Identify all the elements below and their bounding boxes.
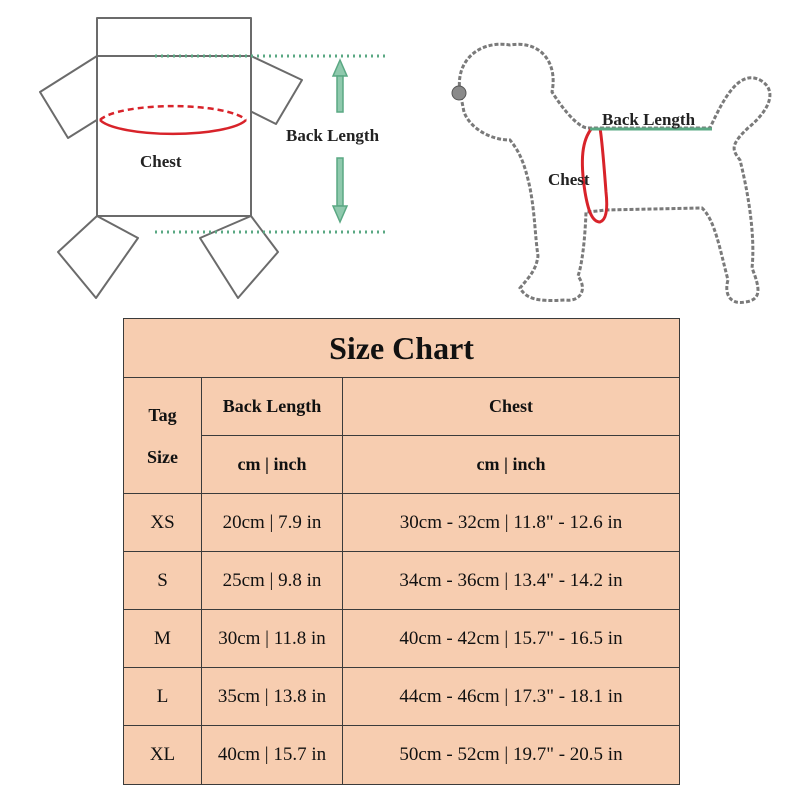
- chest-unit: cm | inch: [343, 436, 680, 494]
- table-row: [124, 726, 680, 785]
- dog-diagram: [440, 0, 790, 310]
- table-title-row: [124, 319, 680, 378]
- tag-size-header-line1: Tag: [148, 404, 177, 425]
- table-row: [124, 552, 680, 610]
- chest-cell: 44cm - 46cm | 17.3" - 18.1 in: [343, 668, 680, 726]
- table-row: [124, 610, 680, 668]
- dog-chest-label: Chest: [548, 170, 590, 189]
- size-cell: M: [124, 610, 202, 668]
- size-cell: XS: [124, 494, 202, 552]
- tag-size-header: [124, 378, 202, 494]
- dog-body: [459, 44, 770, 302]
- chest-header: Chest: [343, 378, 680, 436]
- back-length-cell: 25cm | 9.8 in: [202, 552, 343, 610]
- size-cell: S: [124, 552, 202, 610]
- table-row: [124, 668, 680, 726]
- garment-back-length-label: Back Length: [286, 126, 380, 145]
- size-cell: L: [124, 668, 202, 726]
- dog-nose-icon: [452, 86, 466, 100]
- dog-outline: [440, 0, 790, 310]
- chest-cell: 34cm - 36cm | 13.4" - 14.2 in: [343, 552, 680, 610]
- back-length-header: Back Length: [202, 378, 343, 436]
- dog-back-length-label: Back Length: [602, 110, 696, 129]
- back-length-cell: 20cm | 7.9 in: [202, 494, 343, 552]
- unit-row: [124, 436, 680, 494]
- garment-outline: [30, 0, 410, 310]
- table-title: Size Chart: [124, 319, 680, 378]
- size-chart-table: [123, 318, 680, 785]
- size-cell: XL: [124, 726, 202, 785]
- chest-cell: 30cm - 32cm | 11.8" - 12.6 in: [343, 494, 680, 552]
- garment-chest-label: Chest: [140, 152, 182, 171]
- back-length-cell: 30cm | 11.8 in: [202, 610, 343, 668]
- tag-size-header-line2: Size: [147, 446, 178, 467]
- chest-cell: 50cm - 52cm | 19.7" - 20.5 in: [343, 726, 680, 785]
- table-row: [124, 494, 680, 552]
- header-row: [124, 378, 680, 436]
- garment-diagram: [30, 0, 410, 310]
- back-length-cell: 35cm | 13.8 in: [202, 668, 343, 726]
- chest-cell: 40cm - 42cm | 15.7" - 16.5 in: [343, 610, 680, 668]
- back-length-unit: cm | inch: [202, 436, 343, 494]
- back-length-cell: 40cm | 15.7 in: [202, 726, 343, 785]
